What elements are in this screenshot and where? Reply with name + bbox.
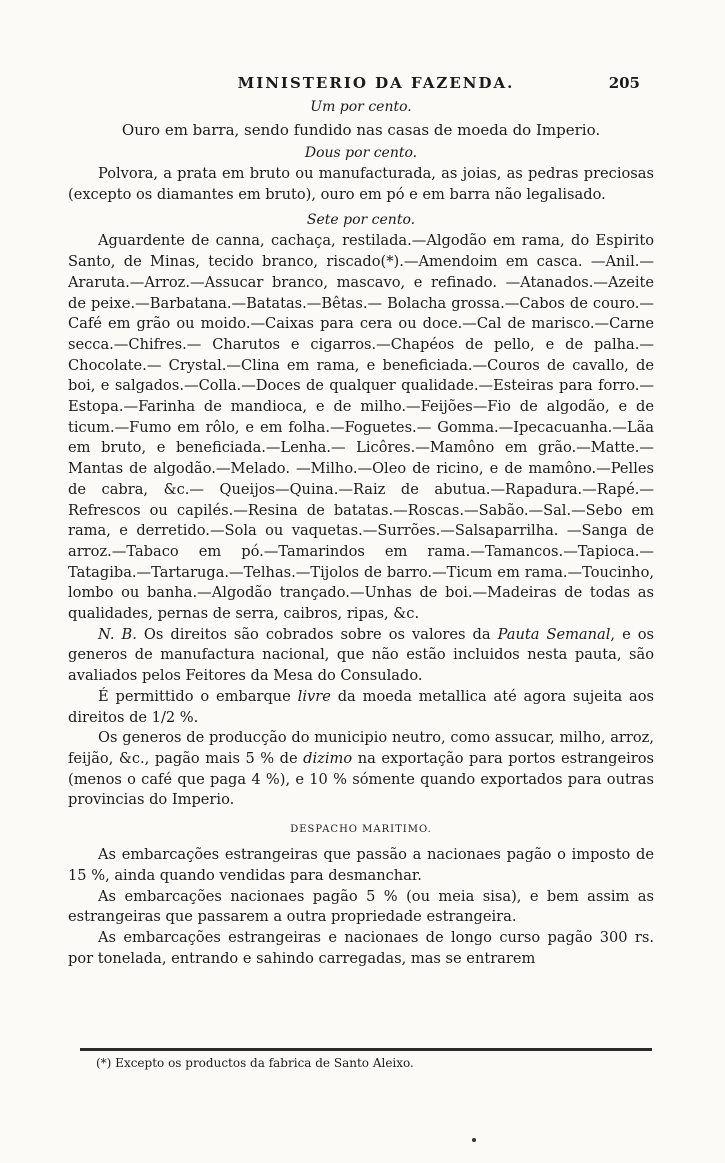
- embarque-paragraph: [68, 687, 654, 728]
- generos-text-2: na exportação para portos estrangeiros (menos o café que paga 4 %), e 10 % sómente quando exportados para outras provincias do Imperio.: [68, 749, 655, 809]
- page: [68, 74, 654, 969]
- nb-label: N. B.: [98, 625, 137, 643]
- section-heading-um: Um por cento.: [310, 99, 412, 115]
- generos-text-1: Os generos de producção do municipio neutro, como assucar, milho, arroz, feijão, &c., pagão mais 5 % de: [68, 729, 654, 767]
- nb-text-1: Os direitos são cobrados sobre os valores da: [143, 625, 491, 643]
- despacho-paragraph-3: As embarcações estrangeiras e nacionaes de longo curso pagão 300 rs. por tonelada, entrando e sahindo carregadas, mas se entrarem: [68, 928, 654, 967]
- footnote-rule: [80, 1048, 652, 1051]
- embarque-livre: livre: [297, 687, 331, 705]
- despacho-paragraph-2: As embarcações nacionaes pagão 5 % (ou meia sisa), e bem assim as estrangeiras que passarem a outra propriedade estrangeira.: [68, 887, 654, 926]
- running-title: MINISTERIO DA FAZENDA.: [237, 74, 515, 92]
- embarque-text-1: É permittido o embarque: [98, 687, 291, 705]
- nb-pauta: Pauta Semanal: [497, 625, 611, 643]
- page-header: [68, 74, 654, 96]
- embarque-text-2: da moeda metallica até agora sujeita aos direitos de 1/2 %.: [68, 687, 654, 726]
- section-heading-sete: Sete por cento.: [306, 212, 416, 229]
- section-text-um: Ouro em barra, sendo fundido nas casas de moeda do Imperio.: [121, 121, 601, 139]
- section-heading-dous: Dous por cento.: [304, 145, 418, 161]
- despacho-heading: DESPACHO MARITIMO.: [290, 824, 432, 836]
- section-text-dous: Polvora, a prata em bruto ou manufacturada, as joias, as pedras preciosas (excepto os diamantes em bruto), ouro em pó e em barra não legalisado.: [68, 165, 654, 203]
- generos-dizimo: dizimo: [303, 749, 353, 767]
- print-speck: [472, 1138, 476, 1142]
- page-number: 205: [608, 74, 640, 92]
- footnote: (*) Excepto os productos da fabrica de Santo Aleixo.: [96, 1056, 414, 1070]
- despacho-paragraph-1: As embarcações estrangeiras que passão a nacionaes pagão o imposto de 15 %, ainda quando vendidas para desmanchar.: [68, 846, 654, 884]
- generos-paragraph: [68, 728, 654, 811]
- nb-text-2: , e os generos de manufactura nacional, que não estão incluidos nesta pauta, são avaliados pelos Feitores da Mesa do Consulado.: [68, 625, 655, 685]
- section-text-sete: Aguardente de canna, cachaça, restilada.—Algodão em rama, do Espirito Santo, de Minas, tecido branco, riscado(*).—Amendoim em casca. —Anil.—Araruta.—Arroz.—Assucar branco, mascavo, e refinado. —Atanados.—Azeite de peixe.—Barbatana.—Batatas.—Bêtas.— Bolacha grossa.—Cabos de couro.—Café em grão ou moido.—Caixas para cera ou doce.—Cal de marisco.—Carne secca.—Chifres.— Charutos e cigarros.—Chapéos de pello, e de palha.—Chocolate.— Crystal.—Clina em rama, e beneficiada.—Couros de cavallo, de boi, e salgados.—Colla.—Doces de qualquer qualidade.—Esteiras para forro.—Estopa.—Farinha de mandioca, e de milho.—Feijões—Fio de algodão, e de ticum.—Fumo em rôlo, e em folha.—Foguetes.— Gomma.—Ipecacuanha.—Lãa em bruto, e beneficiada.—Lenha.— Licôres.—Mamôno em grão.—Matte.—Mantas de algodão.—Melado. —Milho.—Oleo de ricino, e de mamôno.—Pelles de cabra, &c.— Queijos—Quina.—Raiz de abutua.—Rapadura.—Rapé.—Refrescos ou capilés.—Resina de batatas.—Roscas.—Sabão.—Sal.—Sebo em rama, e derretido.—Sola ou vaquetas.—Surrões.—Salsaparrilha. —Sanga de arroz.—Tabaco em pó.—Tamarindos em rama.—Tamancos.—Tapioca.—Tatagiba.—Tartaruga.—Telhas.—Tijolos de barro.—Ticum em rama.—Toucinho, lombo ou banha.—Algodão trançado.—Unhas de boi.—Madeiras de todas as qualidades, pernas de serra, caibros, ripas, &c.: [68, 232, 654, 623]
- nb-paragraph: [68, 625, 654, 687]
